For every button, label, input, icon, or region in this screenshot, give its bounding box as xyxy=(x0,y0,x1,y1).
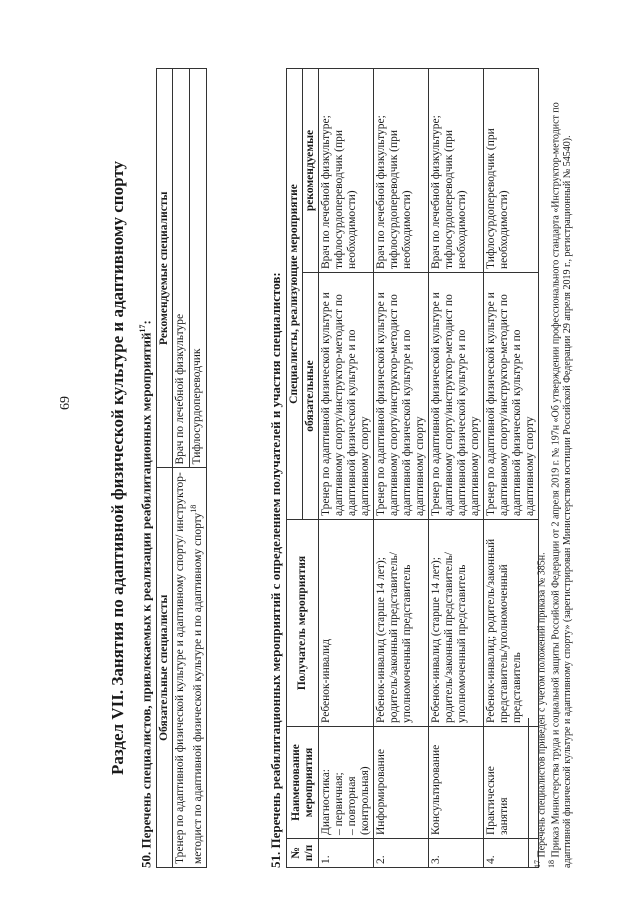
row-recipient: Ребенок-инвалид; родитель/законный представитель/уполномоченный представитель xyxy=(484,520,539,727)
row-recommended-specialists: Тифлосурдопереводчик (при необходимости) xyxy=(484,69,539,273)
row-recommended-specialists: Врач по лечебной физкультуре; тифлосурдопереводчик (при необходимости) xyxy=(429,69,484,273)
activities-table xyxy=(286,68,539,868)
table-row xyxy=(319,69,374,868)
activity-name-text: Информирование xyxy=(375,749,387,835)
col-recipient-header: Получатель мероприятия xyxy=(287,520,319,727)
section-50-heading-text: 50. Перечень специалистов, привлекаемых к реализации реабилитационных мероприятий xyxy=(138,332,154,868)
footnote-18-text: Приказ Министерства труда и социальной защиты Российской Федерации от 2 апреля 2019 г. № 197н «Об утверждении профессионального стандарта «Инструктор-методист по адаптивной физической культуре и адаптивному спорту» (зарегистрирован Министерством юстиции Российской Федерации 29 апреля 2019 г., регистрационный № 54540). xyxy=(550,102,574,868)
table-row xyxy=(484,69,539,868)
col-recommended-header: рекомендуемые xyxy=(303,69,319,273)
row-activity-name xyxy=(374,727,429,839)
col-recommended-header: Рекомендуемые специалисты xyxy=(157,69,173,469)
row-num: 4. xyxy=(484,839,539,868)
col-specialists-header: Специалисты, реализующие мероприятие xyxy=(287,69,303,520)
footnote-18-mark: 18 xyxy=(547,860,556,868)
specialists-table xyxy=(156,68,207,868)
col-num-header: № п/п xyxy=(287,839,319,868)
recommended-specialist-1: Врач по лечебной физкультуре xyxy=(173,69,190,469)
section-51-heading: 51. Перечень реабилитационных мероприятий с определением получателей и участия специалистов: xyxy=(268,272,283,868)
row-required-specialists: Тренер по адаптивной физической культуре и адаптивному спорту/инструктор-методист по адаптивной физической культуре и по адаптивному спорту xyxy=(319,273,374,520)
row-activity-name xyxy=(429,727,484,839)
row-required-specialists: Тренер по адаптивной физической культуре и адаптивному спорту/инструктор-методист по адаптивной физической культуре и по адаптивному спорту xyxy=(374,273,429,520)
footnote-17-text: Перечень специалистов приведен с учетом положений приказа № 385н. xyxy=(536,552,548,858)
footnote-ref-18: 18 xyxy=(189,504,198,513)
row-recommended-specialists: Врач по лечебной физкультуре; тифлосурдопереводчик (при необходимости) xyxy=(319,69,374,273)
recommended-specialist-2: Тифлосурдопереводчик xyxy=(189,69,206,469)
row-activity-name xyxy=(319,727,374,839)
required-specialists-text: Тренер по адаптивной физической культуре и адаптивному спорту/ инструктор-методист по адаптивной физической культуре и по адаптивному спорту xyxy=(174,472,204,864)
required-specialists-cell xyxy=(173,468,207,868)
row-activity-name xyxy=(484,727,539,839)
activity-name-text: Практические занятия xyxy=(485,766,510,835)
section-title: Раздел VII. Занятия по адаптивной физической культуре и адаптивному спорту xyxy=(108,161,127,775)
activity-subitem: – повторная (контрольная) xyxy=(346,730,372,835)
col-name-header: Наименование мероприятия xyxy=(287,727,319,839)
footnote-17-mark: 17 xyxy=(533,860,542,868)
row-required-specialists: Тренер по адаптивной физической культуре и адаптивному спорту/инструктор-методист по адаптивной физической культуре и по адаптивному спорту xyxy=(429,273,484,520)
col-required-header: обязательные xyxy=(303,273,319,520)
row-num: 1. xyxy=(319,839,374,868)
row-recommended-specialists: Врач по лечебной физкультуре; тифлосурдопереводчик (при необходимости) xyxy=(374,69,429,273)
activity-subitems xyxy=(333,730,372,835)
col-required-header: Обязательные специалисты xyxy=(157,468,173,868)
section-50-heading: 50. Перечень специалистов, привлекаемых к реализации реабилитационных мероприятий$^{17}$: xyxy=(138,320,154,868)
page-number: 69 xyxy=(58,396,73,410)
row-recipient: Ребенок-инвалид (старше 14 лет); родитель/законный представитель/уполномоченный представитель xyxy=(374,520,429,727)
activity-name-text: Диагностика: xyxy=(320,768,332,835)
activity-name-text: Консультирование xyxy=(430,744,442,835)
footnote-divider xyxy=(528,718,529,868)
document-page xyxy=(58,68,578,868)
row-num: 2. xyxy=(374,839,429,868)
row-required-specialists: Тренер по адаптивной физической культуре и адаптивному спорту/инструктор-методист по адаптивной физической культуре и по адаптивному спорту xyxy=(484,273,539,520)
activity-subitem: – первичная; xyxy=(333,730,346,835)
footnote-ref-17: 17 xyxy=(138,324,147,333)
footnote-18 xyxy=(546,68,574,868)
table-row xyxy=(374,69,429,868)
row-recipient: Ребенок-инвалид xyxy=(319,520,374,727)
row-recipient: Ребенок-инвалид (старше 14 лет); родитель/законный представитель/уполномоченный представитель xyxy=(429,520,484,727)
row-num: 3. xyxy=(429,839,484,868)
table-row xyxy=(429,69,484,868)
